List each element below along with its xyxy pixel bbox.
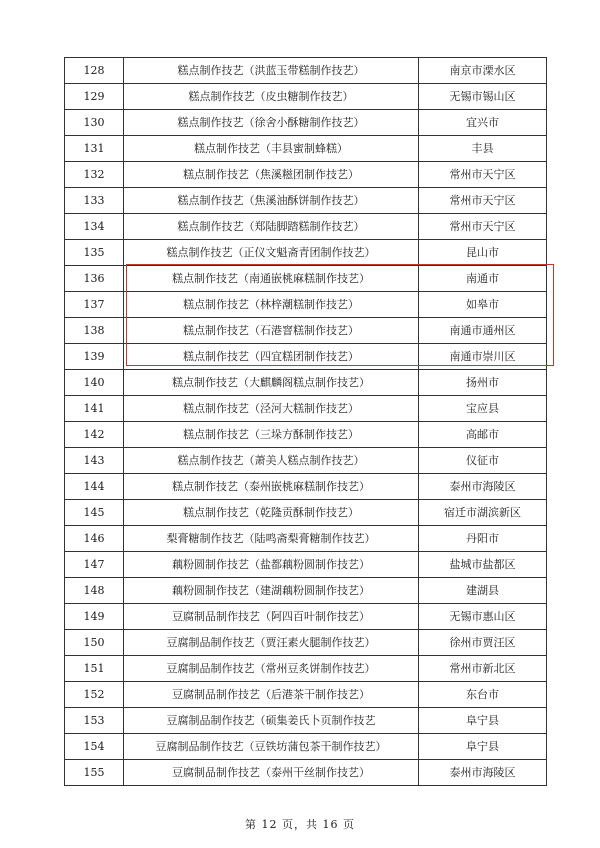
table-row: [65, 422, 547, 448]
item-name: 糕点制作技艺（四宜糕团制作技艺）: [124, 344, 419, 370]
item-location: 宝应县: [419, 396, 547, 422]
row-number: 142: [65, 422, 124, 448]
item-name: 豆腐制品制作技艺（后港茶干制作技艺）: [124, 682, 419, 708]
table-row: [65, 526, 547, 552]
item-name: 豆腐制品制作技艺（常州豆炙饼制作技艺）: [124, 656, 419, 682]
row-number: 134: [65, 214, 124, 240]
row-number: 148: [65, 578, 124, 604]
item-location: 无锡市惠山区: [419, 604, 547, 630]
item-location: 仪征市: [419, 448, 547, 474]
row-number: 151: [65, 656, 124, 682]
row-number: 131: [65, 136, 124, 162]
row-number: 153: [65, 708, 124, 734]
row-number: 149: [65, 604, 124, 630]
table-row: [65, 734, 547, 760]
table-row: [65, 604, 547, 630]
item-location: 昆山市: [419, 240, 547, 266]
item-name: 糕点制作技艺（焦溪油酥饼制作技艺）: [124, 188, 419, 214]
table-row: [65, 552, 547, 578]
item-location: 丰县: [419, 136, 547, 162]
item-location: 徐州市贾汪区: [419, 630, 547, 656]
item-name: 豆腐制品制作技艺（豆铁坊蒲包茶干制作技艺）: [124, 734, 419, 760]
item-name: 糕点制作技艺（石港窨糕制作技艺）: [124, 318, 419, 344]
table-row: [65, 656, 547, 682]
item-name: 糕点制作技艺（林梓潮糕制作技艺）: [124, 292, 419, 318]
item-name: 糕点制作技艺（洪蓝玉带糕制作技艺）: [124, 58, 419, 84]
item-name: 糕点制作技艺（正仪文魁斋青团制作技艺）: [124, 240, 419, 266]
item-name: 糕点制作技艺（皮虫糖制作技艺）: [124, 84, 419, 110]
item-name: 糕点制作技艺（泰州嵌桃麻糕制作技艺）: [124, 474, 419, 500]
table-row: [65, 630, 547, 656]
item-name: 糕点制作技艺（萧美人糕点制作技艺）: [124, 448, 419, 474]
table-body: [65, 58, 547, 786]
item-name: 藕粉圆制作技艺（盐都藕粉圆制作技艺）: [124, 552, 419, 578]
item-location: 泰州市海陵区: [419, 474, 547, 500]
table-row: [65, 448, 547, 474]
item-location: 泰州市海陵区: [419, 760, 547, 786]
table-row: [65, 396, 547, 422]
table-row: [65, 474, 547, 500]
row-number: 147: [65, 552, 124, 578]
table-row: [65, 370, 547, 396]
item-name: 糕点制作技艺（乾隆贡酥制作技艺）: [124, 500, 419, 526]
item-location: 无锡市锡山区: [419, 84, 547, 110]
table-row: [65, 344, 547, 370]
row-number: 143: [65, 448, 124, 474]
item-name: 藕粉圆制作技艺（建湖藕粉圆制作技艺）: [124, 578, 419, 604]
row-number: 133: [65, 188, 124, 214]
row-number: 135: [65, 240, 124, 266]
table-row: [65, 318, 547, 344]
item-name: 豆腐制品制作技艺（硕集姜氏卜页制作技艺: [124, 708, 419, 734]
row-number: 155: [65, 760, 124, 786]
item-name: 糕点制作技艺（南通嵌桃麻糕制作技艺）: [124, 266, 419, 292]
table-row: [65, 578, 547, 604]
table-row: [65, 162, 547, 188]
item-location: 南通市: [419, 266, 547, 292]
table-row: [65, 708, 547, 734]
item-name: 糕点制作技艺（徐舍小酥糖制作技艺）: [124, 110, 419, 136]
row-number: 128: [65, 58, 124, 84]
item-location: 南京市溧水区: [419, 58, 547, 84]
heritage-table: [64, 57, 547, 786]
item-name: 糕点制作技艺（郑陆脚踏糕制作技艺）: [124, 214, 419, 240]
table-row: [65, 84, 547, 110]
item-location: 南通市崇川区: [419, 344, 547, 370]
row-number: 136: [65, 266, 124, 292]
table-row: [65, 136, 547, 162]
item-name: 豆腐制品制作技艺（阿四百叶制作技艺）: [124, 604, 419, 630]
item-location: 常州市天宁区: [419, 162, 547, 188]
table-row: [65, 188, 547, 214]
row-number: 129: [65, 84, 124, 110]
item-location: 东台市: [419, 682, 547, 708]
item-name: 糕点制作技艺（焦溪糍团制作技艺）: [124, 162, 419, 188]
item-location: 阜宁县: [419, 708, 547, 734]
row-number: 139: [65, 344, 124, 370]
row-number: 138: [65, 318, 124, 344]
row-number: 152: [65, 682, 124, 708]
page-footer: 第 12 页，共 16 页: [245, 818, 355, 831]
item-location: 常州市天宁区: [419, 188, 547, 214]
item-location: 高邮市: [419, 422, 547, 448]
item-location: 常州市天宁区: [419, 214, 547, 240]
table-row: [65, 292, 547, 318]
item-name: 糕点制作技艺（三垛方酥制作技艺）: [124, 422, 419, 448]
item-name: 糕点制作技艺（泾河大糕制作技艺）: [124, 396, 419, 422]
row-number: 150: [65, 630, 124, 656]
table-row: [65, 760, 547, 786]
table-row: [65, 682, 547, 708]
item-location: 如皋市: [419, 292, 547, 318]
item-location: 扬州市: [419, 370, 547, 396]
item-location: 丹阳市: [419, 526, 547, 552]
item-location: 盐城市盐都区: [419, 552, 547, 578]
item-name: 梨膏糖制作技艺（陆鸣斋梨膏糖制作技艺）: [124, 526, 419, 552]
row-number: 146: [65, 526, 124, 552]
row-number: 145: [65, 500, 124, 526]
row-number: 132: [65, 162, 124, 188]
item-location: 常州市新北区: [419, 656, 547, 682]
table-row: [65, 58, 547, 84]
table-row: [65, 214, 547, 240]
row-number: 141: [65, 396, 124, 422]
item-name: 豆腐制品制作技艺（贾汪素火腿制作技艺）: [124, 630, 419, 656]
item-location: 建湖县: [419, 578, 547, 604]
item-location: 阜宁县: [419, 734, 547, 760]
item-name: 糕点制作技艺（大麒麟阁糕点制作技艺）: [124, 370, 419, 396]
table-row: [65, 240, 547, 266]
row-number: 137: [65, 292, 124, 318]
table-row: [65, 500, 547, 526]
row-number: 154: [65, 734, 124, 760]
item-location: 宿迁市湖滨新区: [419, 500, 547, 526]
item-name: 糕点制作技艺（丰县蜜制蜂糕）: [124, 136, 419, 162]
row-number: 144: [65, 474, 124, 500]
table-row: [65, 266, 547, 292]
row-number: 130: [65, 110, 124, 136]
row-number: 140: [65, 370, 124, 396]
item-location: 南通市通州区: [419, 318, 547, 344]
table-row: [65, 110, 547, 136]
item-name: 豆腐制品制作技艺（泰州干丝制作技艺）: [124, 760, 419, 786]
item-location: 宜兴市: [419, 110, 547, 136]
